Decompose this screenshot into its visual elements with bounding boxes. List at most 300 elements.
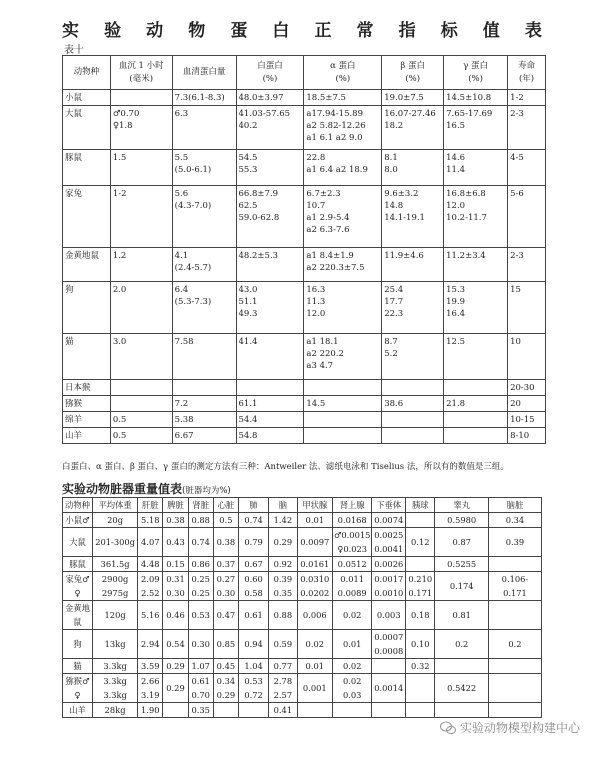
table-cell: 0.38 bbox=[213, 528, 238, 557]
cell-line: ♂0.70 bbox=[112, 109, 140, 119]
cell-line: a17.94-15.89 bbox=[306, 109, 363, 119]
cell-line: 10.7 bbox=[306, 201, 326, 211]
table-cell bbox=[163, 572, 188, 601]
table-cell bbox=[406, 674, 435, 703]
table-cell: 0.43 bbox=[163, 528, 188, 557]
table-cell: 0.01 bbox=[297, 659, 332, 674]
cell-line: 2.57 bbox=[273, 690, 293, 700]
cell-line: 0.0202 bbox=[300, 588, 330, 598]
cell-line: 17.7 bbox=[384, 297, 404, 307]
column-header: 血清蛋白量 bbox=[172, 56, 236, 90]
table-cell bbox=[488, 557, 541, 572]
cell-line: 0.61 bbox=[191, 676, 210, 686]
cell-line: 血沉 1 小时 bbox=[118, 60, 164, 71]
table-cell bbox=[382, 150, 444, 186]
column-header bbox=[382, 56, 444, 90]
title-char: 标 bbox=[440, 21, 458, 41]
table-cell: 0.29 bbox=[163, 659, 188, 674]
cell-line: a1 6.4 a2 18.9 bbox=[306, 165, 368, 175]
cell-line: ♀1.8 bbox=[112, 121, 133, 131]
table-cell: 11.2±3.4 bbox=[444, 248, 508, 282]
table-cell: 0.41 bbox=[269, 703, 298, 718]
table-cell: 1.90 bbox=[138, 703, 163, 718]
cell-line: 16.3 bbox=[306, 285, 326, 295]
table-cell bbox=[304, 106, 382, 150]
table-cell: 5-6 bbox=[508, 186, 546, 248]
table-cell: 0.18 bbox=[406, 601, 435, 630]
table-cell: 0.85 bbox=[213, 630, 238, 659]
table-cell bbox=[297, 703, 332, 718]
organ-weight-table bbox=[62, 497, 542, 718]
cell-line: 0.53 bbox=[244, 676, 263, 686]
table-cell bbox=[63, 572, 93, 601]
table-cell bbox=[236, 380, 304, 396]
table-cell: 41.4 bbox=[236, 334, 304, 380]
table-cell: 7.3(6.1-8.3) bbox=[172, 90, 236, 106]
table-cell: 2.0 bbox=[110, 282, 172, 334]
table-cell bbox=[406, 572, 435, 601]
table-cell: 绵羊 bbox=[63, 412, 111, 428]
cell-line: a2 220.2 bbox=[306, 349, 344, 359]
table-label: 表十 bbox=[64, 45, 84, 56]
table-footnote: 白蛋白、α 蛋白、β 蛋白、γ 蛋白的测定方法有三种：Antweiler 法、滤纸电泳和 Tiselius 法，所以有的数值是三组。 bbox=[62, 462, 509, 472]
table-cell: 10-15 bbox=[508, 412, 546, 428]
title-char: 常 bbox=[356, 21, 374, 41]
wechat-icon bbox=[440, 721, 456, 735]
table-cell bbox=[332, 703, 371, 718]
cell-line: 0.0025 bbox=[374, 530, 404, 540]
organ-table-title bbox=[62, 480, 231, 497]
table-cell: 金黄地鼠 bbox=[63, 248, 111, 282]
table-cell: 12.5 bbox=[444, 334, 508, 380]
table-cell: 0.37 bbox=[213, 557, 238, 572]
table-cell bbox=[382, 412, 444, 428]
column-header: 胰球 bbox=[406, 498, 435, 513]
table-cell: 日本猴 bbox=[63, 380, 111, 396]
table-cell: 小鼠 bbox=[63, 90, 111, 106]
cell-line: a2 5.82-12.26 bbox=[306, 121, 366, 131]
table-cell: 0.006 bbox=[297, 601, 332, 630]
table-cell: 0.54 bbox=[163, 630, 188, 659]
table-cell bbox=[63, 674, 93, 703]
table-cell: 13kg bbox=[93, 630, 138, 659]
table-cell: 0.79 bbox=[239, 528, 269, 557]
table-cell bbox=[488, 674, 541, 703]
cell-line: 2.09 bbox=[141, 574, 160, 584]
table-cell: 0.106-0.171 bbox=[488, 572, 541, 601]
table-cell bbox=[188, 572, 213, 601]
cell-line: 6.7±2.3 bbox=[306, 189, 341, 199]
table-cell: 0.61 bbox=[239, 601, 269, 630]
cell-line: 2975g bbox=[101, 588, 129, 598]
cell-line: 猕猴♂ bbox=[65, 676, 90, 686]
cell-line: 3.3kg bbox=[103, 676, 127, 686]
table-cell: 0.30 bbox=[188, 630, 213, 659]
table-cell bbox=[372, 572, 406, 601]
cell-line: a1 8.4±1.9 bbox=[306, 251, 354, 261]
column-header bbox=[236, 56, 304, 90]
table-cell: 大鼠 bbox=[63, 528, 93, 557]
cell-line: 0.03 bbox=[342, 690, 362, 700]
table-row bbox=[63, 90, 546, 106]
table-cell bbox=[435, 659, 488, 674]
cell-line: a2 6.3-7.6 bbox=[306, 225, 350, 235]
table-cell: 0.5255 bbox=[435, 557, 488, 572]
table-cell bbox=[239, 572, 269, 601]
table-cell bbox=[372, 659, 406, 674]
table-cell: 0.32 bbox=[406, 659, 435, 674]
table-cell bbox=[188, 674, 213, 703]
table-cell: 0.74 bbox=[239, 513, 269, 528]
table-cell bbox=[444, 186, 508, 248]
table-cell bbox=[488, 601, 541, 630]
table-cell: 0.0512 bbox=[332, 557, 371, 572]
table-cell bbox=[236, 186, 304, 248]
cell-line: a2 220.3±7.5 bbox=[306, 263, 365, 273]
table-cell: 0.0074 bbox=[372, 513, 406, 528]
table-cell: 5.16 bbox=[138, 601, 163, 630]
cell-line: 59.0-62.8 bbox=[238, 213, 280, 223]
table-cell: 0.88 bbox=[269, 601, 298, 630]
table-cell: 0.15 bbox=[163, 557, 188, 572]
organ-table-title-unit: (脏器均为%) bbox=[182, 486, 231, 496]
table-cell: 21.8 bbox=[444, 396, 508, 412]
table-cell: 28kg bbox=[93, 703, 138, 718]
table-cell: 54.8 bbox=[236, 428, 304, 444]
table-cell: 201-300g bbox=[93, 528, 138, 557]
table-cell bbox=[372, 528, 406, 557]
cell-line: β 蛋白 bbox=[400, 60, 425, 71]
table-cell bbox=[444, 380, 508, 396]
cell-line: 0.0007 bbox=[374, 632, 404, 642]
table-cell bbox=[172, 186, 236, 248]
table-cell: 0.5 bbox=[213, 513, 238, 528]
column-header: 下垂体 bbox=[372, 498, 406, 513]
table-cell: 2-3 bbox=[508, 106, 546, 150]
cell-line: 22.3 bbox=[384, 309, 404, 319]
cell-line: 19.9 bbox=[446, 297, 466, 307]
table-cell bbox=[435, 703, 488, 718]
cell-line: 0.25 bbox=[191, 588, 210, 598]
table-cell: 2-3 bbox=[508, 248, 546, 282]
table-cell bbox=[382, 428, 444, 444]
table-row bbox=[63, 428, 546, 444]
cell-line: (4.3-7.0) bbox=[174, 201, 212, 211]
cell-line: 4.1 bbox=[174, 251, 189, 261]
column-header bbox=[508, 56, 546, 90]
table-cell: 0.5 bbox=[110, 428, 172, 444]
cell-line: 0.34 bbox=[216, 676, 236, 686]
organ-table-title-text: 实验动物脏器重量值表 bbox=[62, 482, 183, 496]
cell-line: 66.8±7.9 bbox=[238, 189, 279, 199]
table-cell bbox=[138, 572, 163, 601]
cell-line: (5.3-7.3) bbox=[174, 297, 212, 307]
table-row bbox=[63, 248, 546, 282]
table-cell: 3.59 bbox=[138, 659, 163, 674]
table-cell bbox=[236, 282, 304, 334]
table-cell: 0.77 bbox=[269, 659, 298, 674]
table-cell: 14.5 bbox=[304, 396, 382, 412]
table-cell: 0.45 bbox=[213, 659, 238, 674]
column-header: 心脏 bbox=[213, 498, 238, 513]
cell-line: 0.27 bbox=[216, 574, 236, 584]
cell-line: α 蛋白 bbox=[330, 60, 356, 71]
column-header: 肾上腺 bbox=[332, 498, 371, 513]
table-cell bbox=[239, 674, 269, 703]
column-header: 肺 bbox=[239, 498, 269, 513]
table-cell bbox=[332, 572, 371, 601]
cell-line: 3.19 bbox=[141, 690, 160, 700]
table-cell: 0.0161 bbox=[297, 557, 332, 572]
table-cell bbox=[444, 428, 508, 444]
cell-line: 40.2 bbox=[238, 121, 258, 131]
cell-line: ♂0.0015 bbox=[333, 530, 371, 540]
table-cell: 猕猴 bbox=[63, 396, 111, 412]
table-row bbox=[63, 150, 546, 186]
cell-line: (毫米) bbox=[129, 73, 154, 84]
table-cell: 19.0±7.5 bbox=[382, 90, 444, 106]
table-cell: 0.39 bbox=[488, 528, 541, 557]
table-cell: 0.2 bbox=[435, 630, 488, 659]
table-cell: 0.87 bbox=[435, 528, 488, 557]
cell-line: 16.5 bbox=[446, 121, 466, 131]
table-cell bbox=[332, 528, 371, 557]
table-cell: 8-10 bbox=[508, 428, 546, 444]
cell-line: (%) bbox=[405, 73, 421, 84]
table-cell: 0.001 bbox=[297, 674, 332, 703]
table-cell bbox=[213, 703, 238, 718]
title-char: 验 bbox=[104, 21, 122, 41]
table-cell bbox=[488, 703, 541, 718]
cell-line: 0.58 bbox=[244, 588, 263, 598]
table-cell bbox=[406, 703, 435, 718]
table-row bbox=[63, 601, 542, 630]
table-header-row bbox=[63, 56, 546, 90]
table-cell: 2.94 bbox=[138, 630, 163, 659]
table-cell: 120g bbox=[93, 601, 138, 630]
table-cell bbox=[372, 703, 406, 718]
cell-line: 22.8 bbox=[306, 153, 326, 163]
table-cell bbox=[63, 601, 93, 630]
table-cell: 0.10 bbox=[406, 630, 435, 659]
table-cell: 0.003 bbox=[372, 601, 406, 630]
table-cell bbox=[444, 106, 508, 150]
table-cell: 0.2 bbox=[488, 630, 541, 659]
table-cell: 1.04 bbox=[239, 659, 269, 674]
table-row bbox=[63, 528, 542, 557]
table-row bbox=[63, 513, 542, 528]
cell-line: 10.2-11.7 bbox=[446, 213, 487, 223]
table-cell bbox=[236, 106, 304, 150]
title-char: 值 bbox=[482, 21, 500, 41]
cell-line: 家兔♂ bbox=[65, 574, 90, 584]
table-cell bbox=[382, 334, 444, 380]
table-row bbox=[63, 659, 542, 674]
cell-line: 8.1 bbox=[384, 153, 398, 163]
table-cell bbox=[110, 380, 172, 396]
table-cell: 0.5980 bbox=[435, 513, 488, 528]
table-cell bbox=[304, 380, 382, 396]
cell-line: 14.8 bbox=[384, 201, 404, 211]
table-cell bbox=[304, 282, 382, 334]
cell-line: 5.5 bbox=[174, 153, 189, 163]
column-header: 睾丸 bbox=[435, 498, 488, 513]
table-cell: 18.5±7.5 bbox=[304, 90, 382, 106]
cell-line: a3 4.7 bbox=[306, 361, 334, 371]
column-header bbox=[304, 56, 382, 90]
cell-line: 白蛋白 bbox=[257, 60, 283, 71]
table-cell: 大鼠 bbox=[63, 106, 111, 150]
table-cell: 1.2 bbox=[110, 248, 172, 282]
table-cell bbox=[444, 412, 508, 428]
table-cell bbox=[304, 334, 382, 380]
table-cell: 1.07 bbox=[188, 659, 213, 674]
table-row bbox=[63, 674, 542, 703]
table-cell: 0.46 bbox=[163, 601, 188, 630]
cell-line: (5.0-6.1) bbox=[174, 165, 212, 175]
cell-line: 49.3 bbox=[238, 309, 258, 319]
watermark bbox=[440, 719, 580, 736]
title-char: 表 bbox=[524, 21, 542, 41]
table-cell: 猫 bbox=[63, 659, 93, 674]
column-header: 肾脏 bbox=[188, 498, 213, 513]
table-cell: 361.5g bbox=[93, 557, 138, 572]
table-cell: 1-2 bbox=[508, 90, 546, 106]
table-cell: 7.2 bbox=[172, 396, 236, 412]
table-cell: 1.42 bbox=[269, 513, 298, 528]
cell-line: 8.7 bbox=[384, 337, 398, 347]
cell-line: 18.2 bbox=[384, 121, 404, 131]
table-cell: 7.58 bbox=[172, 334, 236, 380]
title-char: 正 bbox=[314, 21, 332, 41]
cell-line: 0.29 bbox=[216, 690, 236, 700]
cell-line: 54.5 bbox=[238, 153, 258, 163]
table-row bbox=[63, 282, 546, 334]
table-cell bbox=[304, 186, 382, 248]
table-cell bbox=[304, 248, 382, 282]
cell-line: 11.4 bbox=[446, 165, 466, 175]
table-cell: 0.01 bbox=[332, 630, 371, 659]
table-cell bbox=[110, 90, 172, 106]
table-cell bbox=[138, 674, 163, 703]
cell-line: 0.30 bbox=[166, 588, 185, 598]
cell-line: 8.0 bbox=[384, 165, 398, 175]
table-row bbox=[63, 630, 542, 659]
cell-line: a1 2.9-5.4 bbox=[306, 213, 350, 223]
cell-line: 2.78 bbox=[273, 676, 293, 686]
column-header: 脑脏 bbox=[488, 498, 541, 513]
table-row bbox=[63, 334, 546, 380]
table-cell bbox=[213, 572, 238, 601]
cell-line: a1 6.1 a2 9.0 bbox=[306, 133, 363, 143]
table-cell: 山羊 bbox=[63, 428, 111, 444]
column-header: 平均体重 bbox=[93, 498, 138, 513]
table-row bbox=[63, 703, 542, 718]
cell-line: 12.0 bbox=[446, 201, 466, 211]
cell-line: (年) bbox=[518, 73, 535, 84]
table-cell: 10 bbox=[508, 334, 546, 380]
cell-line: 62.5 bbox=[238, 201, 258, 211]
title-char: 指 bbox=[398, 21, 416, 41]
table-cell bbox=[93, 572, 138, 601]
cell-line: 0.171 bbox=[408, 588, 433, 598]
table-cell: 0.5422 bbox=[435, 674, 488, 703]
column-header bbox=[110, 56, 172, 90]
table-row bbox=[63, 106, 546, 150]
cell-line: 0.30 bbox=[216, 588, 236, 598]
column-header: 肝脏 bbox=[138, 498, 163, 513]
cell-line: 11.3 bbox=[306, 297, 326, 307]
cell-line: 6.4 bbox=[174, 285, 189, 295]
table-cell: 1-2 bbox=[110, 186, 172, 248]
title-char: 白 bbox=[272, 21, 290, 41]
table-row bbox=[63, 557, 542, 572]
cell-line: 14.6 bbox=[446, 153, 466, 163]
cell-line: 51.1 bbox=[238, 297, 258, 307]
title-char: 动 bbox=[146, 21, 164, 41]
table-cell: 山羊 bbox=[63, 703, 93, 718]
table-cell: 5.18 bbox=[138, 513, 163, 528]
cell-line: 0.70 bbox=[191, 690, 210, 700]
table-cell bbox=[172, 248, 236, 282]
cell-line: 0.72 bbox=[244, 690, 263, 700]
table-cell: 3.0 bbox=[110, 334, 172, 380]
table-cell bbox=[382, 186, 444, 248]
cell-line: 0.0017 bbox=[374, 574, 404, 584]
cell-line: 16.4 bbox=[446, 309, 466, 319]
cell-line: 41.03-57.65 bbox=[238, 109, 291, 119]
table-cell: 0.5 bbox=[110, 412, 172, 428]
table-cell: 48.0±3.97 bbox=[236, 90, 304, 106]
table-cell: 6.3 bbox=[172, 106, 236, 150]
table-cell: 4.07 bbox=[138, 528, 163, 557]
cell-line: 2.66 bbox=[141, 676, 160, 686]
table-cell bbox=[444, 282, 508, 334]
cell-line: 0.0310 bbox=[300, 574, 330, 584]
cell-line: 3.3kg bbox=[103, 690, 127, 700]
table-cell: 38.6 bbox=[382, 396, 444, 412]
table-cell bbox=[269, 674, 298, 703]
table-cell: 家兔 bbox=[63, 186, 111, 248]
cell-line: a1 18.1 bbox=[306, 337, 339, 347]
cell-line: 0.011 bbox=[340, 574, 365, 584]
table-cell: 0.67 bbox=[239, 557, 269, 572]
table-cell bbox=[382, 106, 444, 150]
table-cell: 0.81 bbox=[435, 601, 488, 630]
cell-line: 0.0089 bbox=[337, 588, 367, 598]
cell-line: 2900g bbox=[101, 574, 129, 584]
table-cell: 11.9±4.6 bbox=[382, 248, 444, 282]
cell-line: ♀ bbox=[74, 588, 81, 598]
cell-line: 25.4 bbox=[384, 285, 404, 295]
table-cell: 0.0026 bbox=[372, 557, 406, 572]
table-cell: 20 bbox=[508, 396, 546, 412]
title-char: 物 bbox=[188, 21, 206, 41]
table-cell bbox=[110, 396, 172, 412]
cell-line: ♀ bbox=[74, 690, 81, 700]
table-cell: 54.4 bbox=[236, 412, 304, 428]
table-cell: 0.12 bbox=[406, 528, 435, 557]
cell-line: 12.0 bbox=[306, 309, 326, 319]
table-cell: 0.88 bbox=[188, 513, 213, 528]
table-cell: 猫 bbox=[63, 334, 111, 380]
table-cell: 0.34 bbox=[488, 513, 541, 528]
table-cell bbox=[372, 630, 406, 659]
table-cell: 0.0097 bbox=[297, 528, 332, 557]
cell-line: 0.210 bbox=[408, 574, 433, 584]
table-cell: 61.1 bbox=[236, 396, 304, 412]
table-cell: 4.48 bbox=[138, 557, 163, 572]
